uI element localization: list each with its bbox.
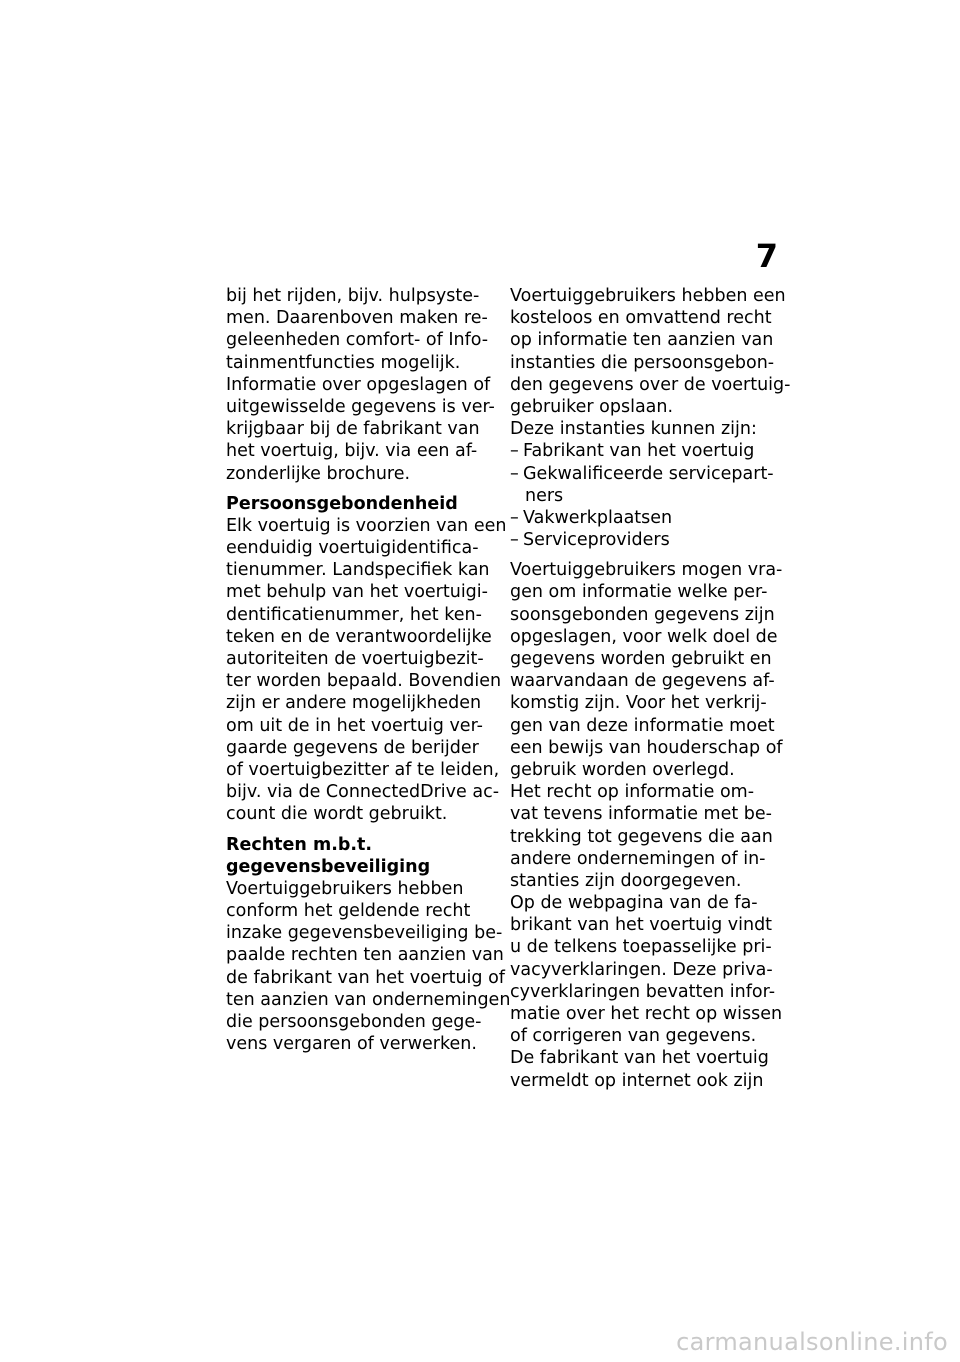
text-line: of corrigeren van gegevens. [510,1026,757,1047]
text-line: inzake gegevensbeveiliging be- [226,923,503,944]
text-line: Op de webpagina van de fa- [510,893,758,914]
text-line: men. Daarenboven maken re- [226,308,488,329]
text-line: ter worden bepaald. Bovendien [226,671,502,692]
text-line: gebruik worden overlegd. [510,759,735,780]
left-column [226,285,511,1055]
text-line: teken en de verantwoordelijke [226,626,492,647]
text-line: gaarde gegevens de berijder [226,737,479,758]
text-line: gegevens worden gebruikt en [510,649,772,669]
list-item [510,507,785,529]
list-item [510,529,785,551]
list-item [510,440,785,462]
list-item-text: Serviceproviders [523,530,670,551]
text-line: bijv. via de ConnectedDrive ac- [226,782,500,803]
text-line: komstig zijn. Voor het verkrij- [510,693,767,714]
text-line: waarvandaan de gegevens af- [510,671,775,692]
text-line: krijgbaar bij de fabrikant van [226,419,480,440]
page-number: 7 [755,237,778,275]
text-line: tainmentfuncties mogelijk. [226,352,461,373]
text-line: de fabrikant van het voertuig of [226,967,505,988]
rechten-paragraph [226,878,511,1056]
text-line: conform het geldende recht [226,901,471,922]
text-line: soonsgebonden gegevens zijn [510,604,775,625]
instanties-list [510,440,785,551]
text-line: ten aanzien van ondernemingen [226,989,511,1010]
text-line: kosteloos en omvattend recht [510,308,772,329]
text-line: vat tevens informatie met be- [510,804,772,825]
text-line: zijn er andere mogelijkheden [226,693,482,714]
text-line: vacyverklaringen. Deze priva- [510,959,773,980]
text-line: het voertuig, bijv. via een af- [226,441,478,462]
text-line: den gegevens over de voertuig- [510,374,791,395]
heading-line: gegevensbeveiliging [226,856,431,877]
text-line: uitgewisselde gegevens is ver- [226,396,495,417]
internet-paragraph [510,1047,785,1091]
text-line: op informatie ten aanzien van [510,330,774,351]
dash-bullet: – [510,441,519,462]
text-line: cyverklaringen bevatten infor- [510,981,776,1002]
text-line: dentificatienummer, het ken- [226,604,482,625]
text-line: Informatie over opgeslagen of [226,374,491,395]
text-line: trekking tot gegevens die aan [510,826,773,847]
informatierecht-paragraph [510,285,791,418]
text-line: opgeslagen, voor welk doel de [510,626,778,647]
text-line: autoriteiten de voertuigbezit- [226,649,484,669]
list-item-continuation: ners [525,485,564,506]
text-line: Voertuiggebruikers hebben [226,878,464,899]
text-line: Het recht op informatie om- [510,782,755,803]
text-line: count die wordt gebruikt. [226,804,448,825]
list-item-text: Gekwalificeerde servicepart- [523,463,774,484]
text-line: Elk voertuig is voorzien van een [226,515,507,536]
text-line: tienummer. Landspecifiek kan [226,560,490,581]
text-line: gen van deze informatie moet [510,715,775,736]
text-line: stanties zijn doorgegeven. [510,870,742,891]
watermark: carmanualsonline.info [676,1328,948,1356]
text-line: zonderlijke brochure. [226,463,411,484]
text-line: vens vergaren of verwerken. [226,1034,477,1055]
text-line: gen om informatie welke per- [510,582,768,603]
text-line: andere ondernemingen of in- [510,848,766,869]
list-item-text: Fabrikant van het voertuig [523,441,755,462]
dash-bullet: – [510,463,519,484]
text-line: eenduidig voertuigidentifica- [226,538,479,559]
section-heading-rechten [226,834,496,878]
text-line: matie over het recht op wissen [510,1004,783,1024]
text-line: instanties die persoonsgebon- [510,352,775,373]
dash-bullet: – [510,530,519,551]
text-line: om uit de in het voertuig ver- [226,715,483,736]
list-item-text: Vakwerkplaatsen [523,507,673,528]
text-line: of voertuigbezitter af te leiden, [226,759,500,780]
text-line: bij het rijden, bijv. hulpsyste- [226,286,480,306]
doorgegeven-paragraph [510,781,785,892]
text-line: met behulp van het voertuigi- [226,582,488,603]
list-intro: Deze instanties kunnen zijn: [510,419,757,440]
text-line: brikant van het voertuig vindt [510,915,773,936]
text-line: De fabrikant van het voertuig [510,1048,769,1069]
heading-line: Rechten m.b.t. [226,834,373,855]
text-line: geleenheden comfort- of Info- [226,330,489,351]
text-line: vermeldt op internet ook zijn [510,1070,764,1091]
text-line: een bewijs van houderschap of [510,737,783,758]
text-line: u de telkens toepasselijke pri- [510,937,772,958]
webpagina-paragraph [510,892,785,1047]
vragen-paragraph [510,559,785,781]
text-line: paalde rechten ten aanzien van [226,945,504,966]
text-line: Voertuiggebruikers mogen vra- [510,560,783,581]
list-item [510,463,785,485]
text-line: gebruiker opslaan. [510,396,674,417]
persoonsgebondenheid-paragraph [226,515,507,826]
dash-bullet: – [510,507,519,528]
section-heading-persoonsgebondenheid: Persoonsgebondenheid [226,493,458,514]
text-line: die persoonsgebonden gege- [226,1012,482,1032]
intro-paragraph [226,285,496,485]
right-column [510,285,791,1092]
text-line: Voertuiggebruikers hebben een [510,286,786,306]
